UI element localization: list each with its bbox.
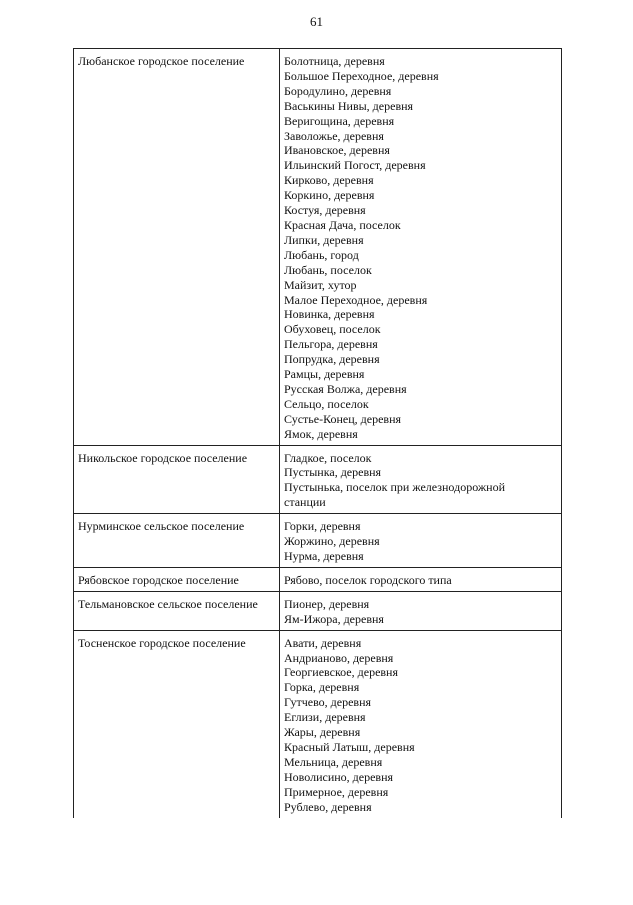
place-item: Горка, деревня: [284, 680, 360, 695]
place-item: Рябово, поселок городского типа: [284, 572, 452, 587]
place-item: Андрианово, деревня: [284, 650, 394, 665]
place-item: Русская Волжа, деревня: [284, 381, 407, 396]
table-row: [74, 591, 562, 630]
table-row: [74, 567, 562, 591]
place-item: Обуховец, поселок: [284, 322, 381, 337]
place-item: Пустынка, деревня: [284, 465, 382, 480]
table-row: [74, 514, 562, 568]
place-item: Новинка, деревня: [284, 307, 375, 322]
table-row: [74, 49, 562, 446]
place-item: Горки, деревня: [284, 519, 361, 534]
settlement-name-cell: [74, 567, 280, 591]
place-item: Бородулино, деревня: [284, 83, 392, 98]
place-item: Малое Переходное, деревня: [284, 292, 428, 307]
place-item: Красная Дача, поселок: [284, 217, 401, 232]
places-cell: [280, 630, 562, 817]
places-list: [284, 54, 557, 442]
place-item: Болотница, деревня: [284, 54, 385, 68]
table-row: [74, 630, 562, 817]
place-item: Сельцо, поселок: [284, 396, 369, 411]
place-item: Георгиевское, деревня: [284, 665, 398, 680]
page-number: 61: [310, 14, 323, 29]
settlement-name: Нурминское сельское поселение: [78, 519, 245, 534]
places-list: [284, 519, 557, 564]
place-item: Веригощина, деревня: [284, 113, 395, 128]
place-item: Мельница, деревня: [284, 754, 383, 769]
place-item: Ям-Ижора, деревня: [284, 611, 384, 626]
settlement-name: Тосненское городское поселение: [78, 635, 246, 650]
settlement-name: Никольское городское поселение: [78, 450, 248, 465]
place-item: Гладкое, поселок: [284, 450, 372, 465]
places-cell: [280, 591, 562, 630]
place-item: Любань, город: [284, 247, 359, 262]
places-cell: [280, 445, 562, 514]
place-item: Рублево, деревня: [284, 799, 372, 814]
place-item: Пустынька, поселок при железнодорожной: [284, 480, 506, 495]
place-item: Липки, деревня: [284, 232, 364, 247]
place-item: Нурма, деревня: [284, 549, 364, 563]
settlement-name-cell: [74, 514, 280, 568]
place-item: Гутчево, деревня: [284, 695, 372, 710]
place-item: Красный Латыш, деревня: [284, 739, 415, 754]
place-item: Заволожье, деревня: [284, 128, 384, 143]
place-item: Ильинский Погост, деревня: [284, 158, 426, 173]
table-row: [74, 445, 562, 514]
place-item: Жары, деревня: [284, 725, 361, 740]
places-cell: [280, 514, 562, 568]
place-item: Авати, деревня: [284, 635, 362, 650]
place-item: Сустье-Конец, деревня: [284, 411, 402, 426]
place-item: Майзит, хутор: [284, 277, 357, 292]
settlement-name: Тельмановское сельское поселение: [78, 596, 258, 611]
places-cell: [280, 49, 562, 446]
places-cell: [280, 567, 562, 591]
settlement-name-cell: [74, 591, 280, 630]
place-item: Любань, поселок: [284, 262, 372, 277]
place-item: Васькины Нивы, деревня: [284, 98, 414, 113]
places-list: [284, 597, 557, 627]
place-item: Кирково, деревня: [284, 173, 374, 188]
place-item: Коркино, деревня: [284, 188, 375, 203]
place-item: станции: [284, 495, 326, 510]
settlement-name-cell: [74, 630, 280, 817]
places-list: [284, 451, 557, 511]
place-item: Попрудка, деревня: [284, 352, 380, 367]
settlement-name-cell: [74, 49, 280, 446]
place-item: Большое Переходное, деревня: [284, 68, 439, 83]
place-item: Новолисино, деревня: [284, 769, 394, 784]
places-list: [284, 573, 557, 588]
places-list: [284, 636, 557, 815]
settlements-table: [73, 48, 562, 818]
place-item: Ивановское, деревня: [284, 143, 390, 158]
place-item: Пионер, деревня: [284, 596, 370, 611]
place-item: Жоржино, деревня: [284, 534, 380, 549]
place-item: Пельгора, деревня: [284, 337, 378, 352]
table-body: [74, 49, 562, 818]
settlement-name: Рябовское городское поселение: [78, 572, 239, 587]
settlement-name-cell: [74, 445, 280, 514]
settlement-name: Любанское городское поселение: [78, 54, 245, 68]
place-item: Примерное, деревня: [284, 784, 389, 799]
place-item: Еглизи, деревня: [284, 710, 366, 725]
place-item: Костуя, деревня: [284, 203, 366, 218]
place-item: Рамцы, деревня: [284, 367, 365, 382]
place-item: Ямок, деревня: [284, 426, 358, 441]
